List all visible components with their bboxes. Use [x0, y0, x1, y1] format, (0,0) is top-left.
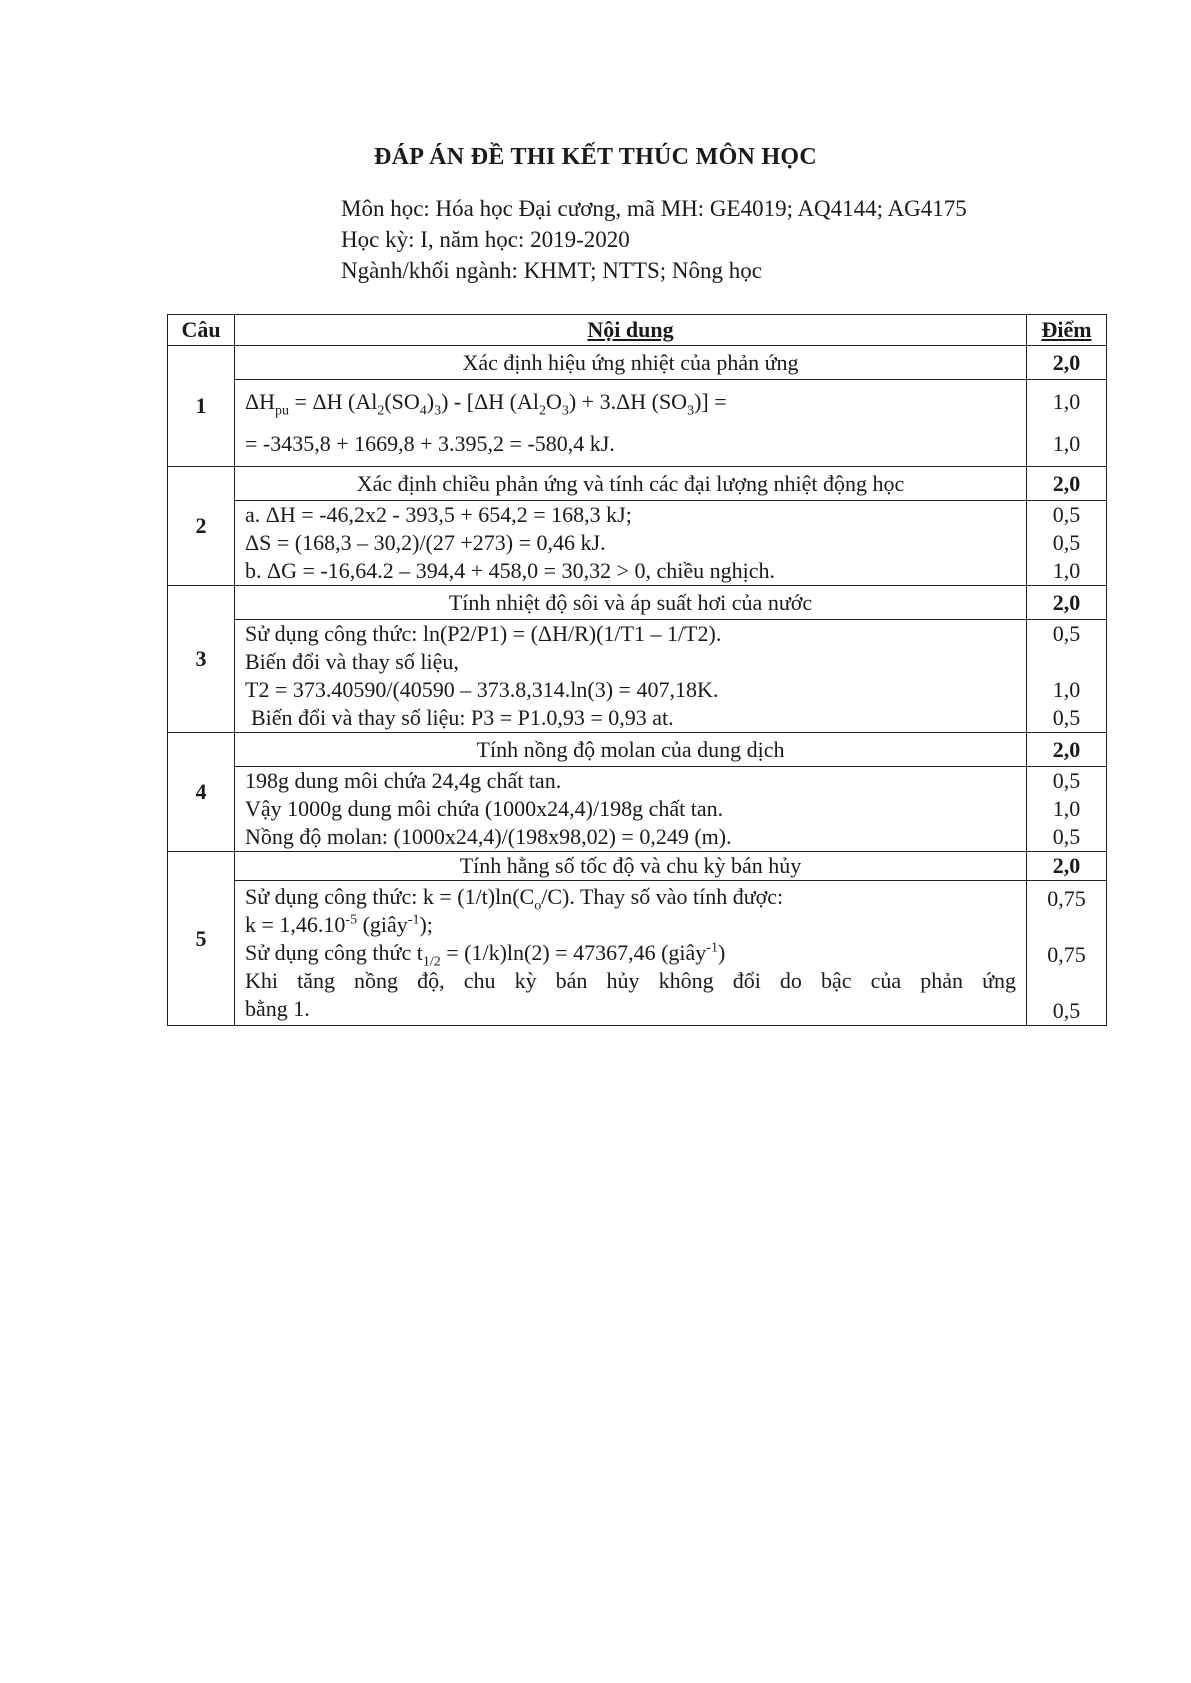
- q4-score-3: 0,5: [1052, 824, 1081, 849]
- semester-line: Học kỳ: I, năm học: 2019-2020: [341, 227, 630, 252]
- q1-number: 1: [168, 346, 235, 467]
- q3-scores: [1027, 620, 1107, 733]
- q4-line-3: Nồng độ molan: (1000x24,4)/(198x98,02) = 0,249 (m).: [245, 824, 732, 849]
- q1-content: [235, 380, 1027, 467]
- q5-total: 2,0: [1027, 852, 1107, 881]
- q5-line-3: Sử dụng công thức $t_{1/2} = (1/k)\ln(2) = 47367,46$ (giây$^{-1}$): [245, 940, 726, 970]
- q3-line-3: T2 = 373.40590/(40590 – 373.8,314.ln(3) = 407,18K.: [245, 677, 719, 702]
- answer-table: [167, 314, 1107, 1026]
- q5-number: 5: [168, 852, 235, 1026]
- q1-scores: [1027, 380, 1107, 467]
- header-score: [1027, 315, 1107, 346]
- q5-score-3: 0,5: [1052, 998, 1081, 1023]
- table-header-row: [168, 315, 1107, 346]
- q1-score-2: 1,0: [1052, 431, 1081, 456]
- q4-content-row: [168, 767, 1107, 852]
- q2-number: 2: [168, 467, 235, 586]
- q1-content-row: [168, 380, 1107, 467]
- q4-line-1: 198g dung môi chứa 24,4g chất tan.: [245, 768, 562, 793]
- q4-title: Tính nồng độ molan của dung dịch: [235, 733, 1027, 767]
- exam-meta: [341, 193, 967, 286]
- q4-scores: [1027, 767, 1107, 852]
- q3-score-4: 0,5: [1052, 705, 1081, 730]
- q4-line-2: Vậy 1000g dung môi chứa (1000x24,4)/198g chất tan.: [245, 796, 724, 821]
- q3-score-3: 1,0: [1052, 677, 1081, 702]
- q2-content: [235, 501, 1027, 586]
- q3-line-2: Biến đổi và thay số liệu,: [245, 649, 459, 674]
- header-question: Câu: [168, 315, 235, 346]
- q4-score-1: 0,5: [1052, 768, 1081, 793]
- q3-title-row: [168, 586, 1107, 620]
- q2-score-1: 0,5: [1052, 502, 1081, 527]
- q4-title-row: [168, 733, 1107, 767]
- q2-line-2: ΔS = (168,3 – 30,2)/(27 +273) = 0,46 kJ.: [245, 530, 606, 555]
- q4-number: 4: [168, 733, 235, 852]
- q2-content-row: [168, 501, 1107, 586]
- q3-line-1: Sử dụng công thức: ln(P2/P1) = (ΔH/R)(1/T1 – 1/T2).: [245, 621, 722, 646]
- q2-line-3: b. ΔG = -16,64.2 – 394,4 + 458,0 = 30,32 > 0, chiều nghịch.: [245, 558, 776, 583]
- q2-score-2: 0,5: [1052, 530, 1081, 555]
- q4-score-2: 1,0: [1052, 796, 1081, 821]
- q5-content-row: [168, 881, 1107, 1026]
- page-title: ĐÁP ÁN ĐỀ THI KẾT THÚC MÔN HỌC: [373, 144, 818, 170]
- q5-line-5: bằng 1.: [245, 996, 310, 1021]
- q5-line-4: Khi tăng nồng độ, chu kỳ bán hủy không đổi do bậc của phản ứng: [245, 968, 1016, 993]
- major-line: Ngành/khối ngành: KHMT; NTTS; Nông học: [341, 258, 762, 283]
- q2-scores: [1027, 501, 1107, 586]
- q3-score-1: 0,5: [1052, 621, 1081, 646]
- q5-line-2: $k = 1,46.10^{-5}$ (giây$^{-1}$);: [245, 912, 433, 937]
- q1-title: Xác định hiệu ứng nhiệt của phản ứng: [235, 346, 1027, 380]
- q2-score-3: 1,0: [1052, 558, 1081, 583]
- q5-score-2: 0,75: [1047, 942, 1086, 967]
- q4-total: 2,0: [1027, 733, 1107, 767]
- q1-score-1: 1,0: [1052, 389, 1081, 414]
- q3-content-row: [168, 620, 1107, 733]
- q3-title: Tính nhiệt độ sôi và áp suất hơi của nước: [235, 586, 1027, 620]
- q5-title: Tính hằng số tốc độ và chu kỳ bán hủy: [235, 852, 1027, 881]
- q3-content: [235, 620, 1027, 733]
- q1-line-1: $\Delta H_{pu} = \Delta H$ $(Al_2(SO_4)_3) - [\Delta H$ $(Al_2O_3) + 3.\Delta H$ $(SO_3)$] =: [245, 389, 727, 419]
- q5-scores: [1027, 881, 1107, 1026]
- q5-title-row: [168, 852, 1107, 881]
- q2-title-row: [168, 467, 1107, 501]
- q2-title: Xác định chiều phản ứng và tính các đại lượng nhiệt động học: [235, 467, 1027, 501]
- q1-line-2: = -3435,8 + 1669,8 + 3.395,2 = -580,4 kJ.: [245, 431, 615, 456]
- q2-line-1: a. ΔH = -46,2x2 - 393,5 + 654,2 = 168,3 kJ;: [245, 502, 632, 527]
- subject-line: Môn học: Hóa học Đại cương, mã MH: GE4019; AQ4144; AG4175: [341, 196, 967, 221]
- q5-score-1: 0,75: [1047, 886, 1086, 911]
- q5-content: [235, 881, 1027, 1026]
- header-content-label: Nội dung: [587, 317, 674, 342]
- q5-line-1: Sử dụng công thức: $k = (1/t)\ln(C_o/C)$. Thay số vào tính được:: [245, 884, 784, 914]
- q1-total: 2,0: [1027, 346, 1107, 380]
- header-score-label: Điểm: [1041, 317, 1092, 342]
- q2-total: 2,0: [1027, 467, 1107, 501]
- q3-total: 2,0: [1027, 586, 1107, 620]
- q1-title-row: [168, 346, 1107, 380]
- header-content: [235, 315, 1027, 346]
- q3-score-2: [1037, 648, 1096, 676]
- q3-line-4: Biến đổi và thay số liệu: P3 = P1.0,93 = 0,93 at.: [251, 705, 674, 730]
- q3-number: 3: [168, 586, 235, 733]
- q4-content: [235, 767, 1027, 852]
